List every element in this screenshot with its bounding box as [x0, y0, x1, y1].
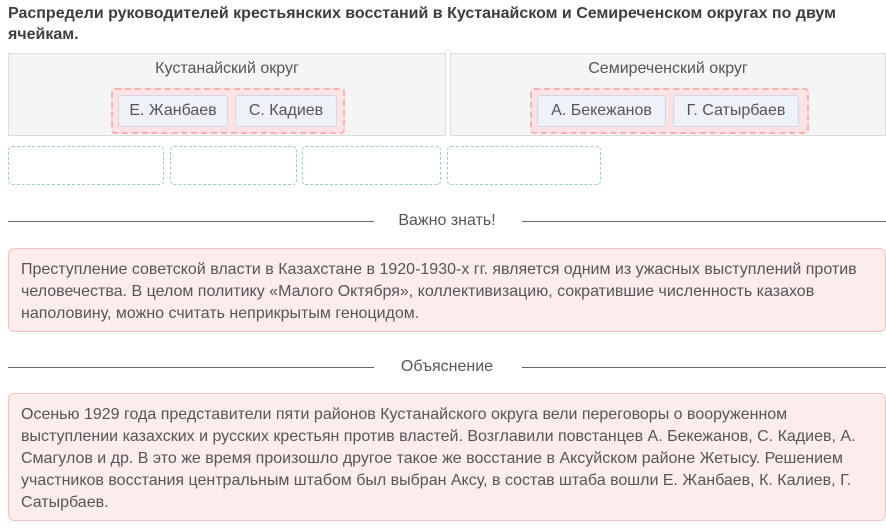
divider-line [522, 221, 886, 222]
zone-answer-group [111, 88, 345, 134]
important-text: Преступление советской власти в Казахстане в 1920-1930-х гг. является одним из ужасных выступлений против человечества. В целом политику «Малого Октября», коллективизацию, сократившие численность казахов наполовину, можно считать неприкрытым геноцидом. [21, 261, 857, 322]
important-note [8, 248, 886, 332]
explanation-heading: Объяснение [400, 358, 494, 375]
empty-answer-slot[interactable] [302, 146, 441, 185]
explanation-divider [8, 357, 886, 377]
divider-line [522, 367, 886, 368]
zone-answer-group [530, 88, 809, 134]
explanation-text: Осенью 1929 года представители пяти районов Кустанайского округа вели переговоры о вооруженном выступлении казахских и русских крестьян против властей. Возглавили повстанцев А. Бекежанов, С. Кадиев, А. Смагулов и др. В это же время произошло другое такое же восстание в Аксуйском районе Жетысу. Решением участников восстания центральным штабом был выбран Аксу, в состав штаба вошли Е. Жанбаев, К. Калиев, Г. Сатырбаев. [21, 406, 856, 511]
answer-chip[interactable]: Е. Жанбаев [118, 95, 228, 127]
drop-zone-kustanai[interactable] [8, 53, 446, 136]
answer-chip[interactable]: А. Бекежанов [537, 95, 666, 127]
answer-chip[interactable]: Г. Сатырбаев [673, 95, 799, 127]
empty-answer-slot[interactable] [8, 146, 164, 185]
empty-answer-slot[interactable] [447, 146, 601, 185]
drop-zone-semirechye[interactable] [450, 53, 886, 136]
important-heading: Важно знать! [398, 212, 496, 229]
explanation-note [8, 393, 886, 521]
answer-chip[interactable]: С. Кадиев [235, 95, 337, 127]
zone-title: Кустанайский округ [155, 60, 299, 77]
zone-title: Семиреченский округ [588, 60, 748, 77]
question-text: Распредели руководителей крестьянских восстаний в Кустанайском и Семиреченском округах по двум ячейкам. [8, 5, 836, 43]
empty-answer-slot[interactable] [170, 146, 297, 185]
important-divider [8, 211, 886, 231]
